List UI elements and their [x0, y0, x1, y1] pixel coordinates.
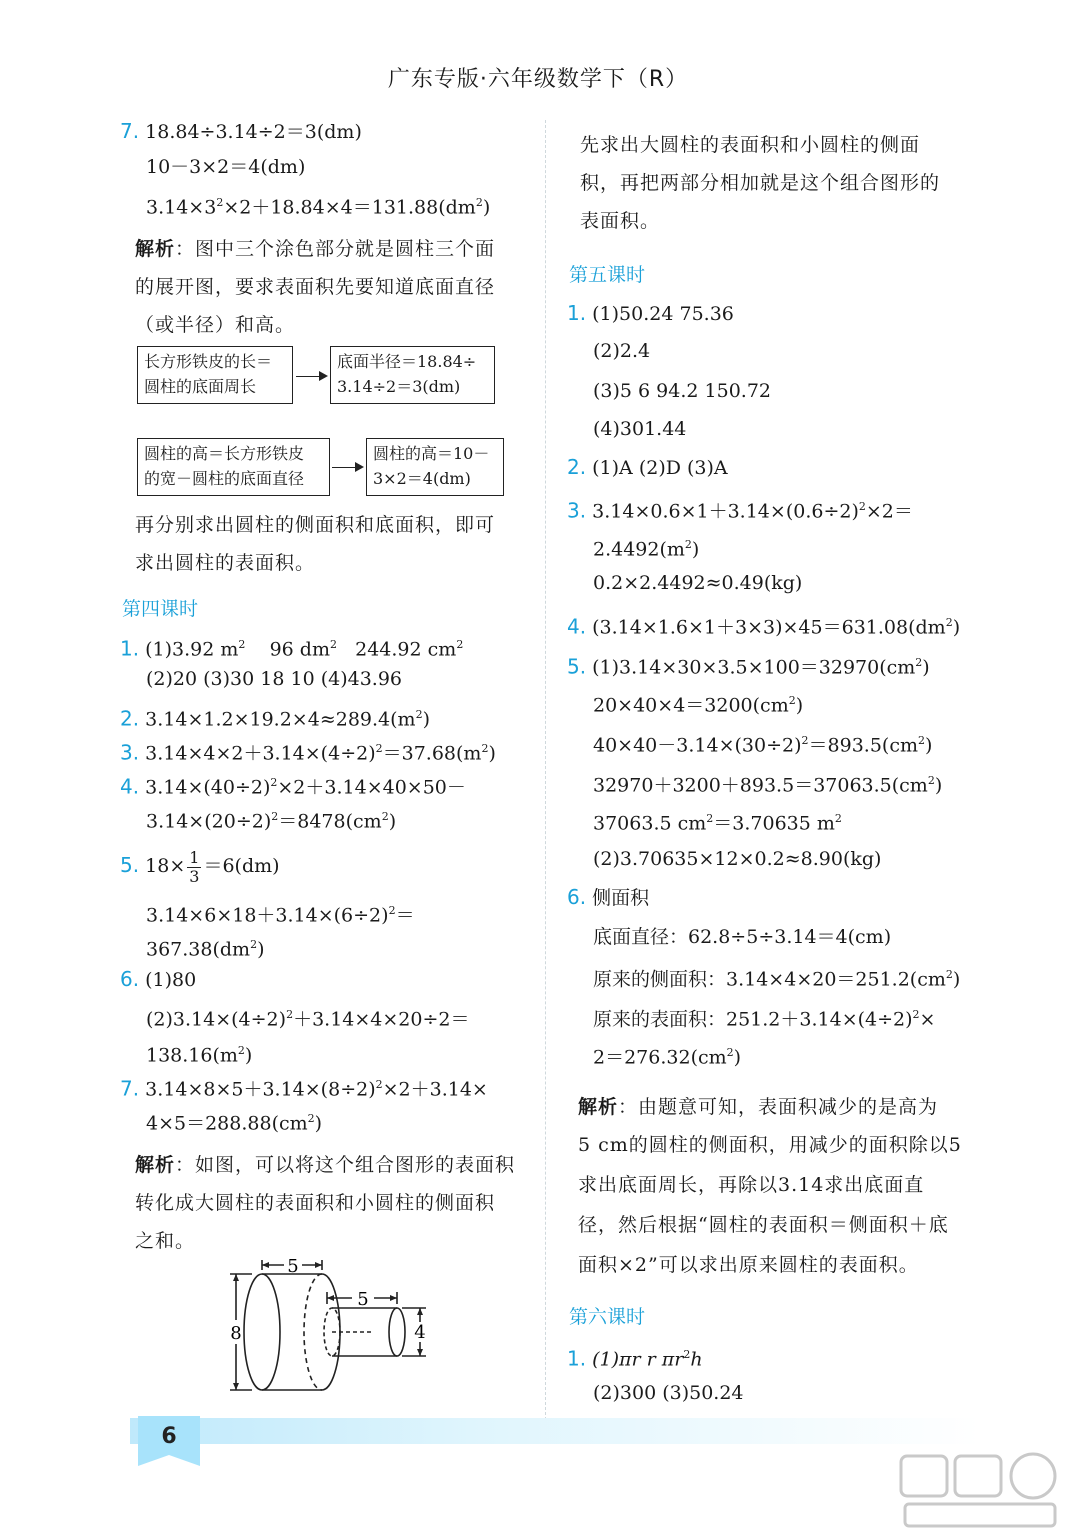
- s4-q6-line3: $138.16(m^2)$: [146, 1044, 253, 1067]
- section-6-title: 第六课时: [569, 1306, 646, 1328]
- s5-q5-line3: $40\times 40-3.14\times(30\div 2)^2=893.5(cm^2)$: [593, 734, 933, 757]
- s5-q6-line1: 6. 侧面积: [567, 885, 650, 909]
- s4-q4-line2: $3.14\times(20\div 2)^2=8478(cm^2)$: [146, 810, 397, 833]
- column-divider: [545, 120, 546, 1420]
- q7-line1: 7. 18.84÷3.14÷2＝3(dm): [120, 119, 362, 143]
- cylinder-figure: [222, 1256, 442, 1396]
- fig-label-8: 8: [230, 1323, 242, 1344]
- flow-box-3-line1: 圆柱的高＝长方形铁皮: [144, 444, 305, 463]
- analysis-3-line2: 5 cm的圆柱的侧面积，用减少的面积除以5: [578, 1134, 962, 1156]
- analysis-1-line4: 再分别求出圆柱的侧面积和底面积，即可: [135, 514, 496, 536]
- s6-q1-line2: (2)300 (3)50.24: [593, 1382, 744, 1404]
- s5-q3-line3: 0.2×2.4492≈0.49(kg): [593, 572, 803, 594]
- s5-q2: 2. (1)A (2)D (3)A: [567, 455, 728, 479]
- analysis-3-line1: 解析：由题意可知，表面积减少的是高为: [578, 1096, 939, 1118]
- s5-q1-line1: 1. (1)50.24 75.36: [567, 301, 734, 325]
- s4-q6-line2: $(2)3.14\times(4\div 2)^2+3.14\times 4\times 20\div 2=$: [146, 1008, 470, 1031]
- analysis-3-line4: 径，然后根据“圆柱的表面积＝侧面积＋底: [578, 1214, 949, 1236]
- watermark-logo: [895, 1450, 1065, 1530]
- fig-label-4: 4: [414, 1322, 426, 1343]
- s4-q5-line3: $367.38(dm^2)$: [146, 938, 265, 961]
- page-header: 广东专版·六年级数学下（R）: [387, 67, 689, 92]
- flow-box-4-line2: 3×2＝4(dm): [373, 469, 471, 488]
- s5-q5-line1: 5. $(1)3.14\times 30\times 3.5\times 100=32970(cm^2)$: [567, 654, 930, 679]
- flow-arrow-1: [296, 376, 326, 377]
- s5-q6-line4: 原来的表面积：$251.2+3.14\times(4\div 2)^2\times$: [593, 1008, 936, 1031]
- flow-box-3: [137, 438, 330, 496]
- analysis-3-line3: 求出底面周长，再除以3.14求出底面直: [578, 1174, 925, 1196]
- q7-line2: 10－3×2＝4(dm): [146, 156, 306, 178]
- analysis-1-line5: 求出圆柱的表面积。: [135, 552, 316, 574]
- analysis-1-line1: 解析：图中三个涂色部分就是圆柱三个面: [135, 238, 496, 260]
- s5-q6-line3: 原来的侧面积：$3.14\times 4\times 20=251.2(cm^2)$: [593, 968, 961, 991]
- s4-q4-line1: 4. $3.14\times(40\div 2)^2\times 2+3.14\times 40\times 50-$: [120, 774, 466, 799]
- flow-box-3-line2: 的宽－圆柱的底面直径: [144, 469, 305, 488]
- s4-q1-line1: 1. (1)3.92 $m^2$ 96 $dm^2$ 244.92 $cm^2$: [120, 636, 464, 661]
- s5-q1-line4: (4)301.44: [593, 418, 687, 440]
- s5-q3-line1: 3. $3.14\times 0.6\times 1+3.14\times(0.6\div 2)^2\times 2=$: [567, 498, 913, 523]
- s4-q7-line2: $4\times 5=288.88(cm^2)$: [146, 1112, 323, 1135]
- flow-box-4-line1: 圆柱的高＝10－: [373, 444, 490, 463]
- s5-q6-line5: $2=276.32(cm^2)$: [593, 1046, 742, 1069]
- s4-q5-line2: $3.14\times 6\times 18+3.14\times(6\div 2)^2=$: [146, 904, 415, 927]
- analysis-2-line3: 之和。: [135, 1230, 196, 1252]
- continued-line1: 先求出大圆柱的表面积和小圆柱的侧面: [580, 134, 921, 156]
- s4-q6-line1: 6. (1)80: [120, 967, 197, 991]
- small-cylinder-right-face: [389, 1308, 405, 1356]
- s5-q5-line4: $32970+3200+893.5=37063.5(cm^2)$: [593, 774, 943, 797]
- s5-q3-line2: $2.4492(m^2)$: [593, 538, 700, 561]
- s5-q4: 4. $(3.14\times 1.6\times 1+3\times 3)\times 45=631.08(dm^2)$: [567, 614, 961, 639]
- continued-line2: 积，再把两部分相加就是这个组合图形的: [580, 172, 941, 194]
- footer-band: [130, 1418, 980, 1444]
- s4-q1-line2: (2)20 (3)30 18 10 (4)43.96: [146, 668, 402, 690]
- fraction-one-third: $\frac{1}{3}$: [189, 847, 200, 886]
- section-4-title: 第四课时: [122, 598, 199, 620]
- s5-q5-line6: (2)3.70635×12×0.2≈8.90(kg): [593, 848, 882, 870]
- s5-q5-line5: 37063.5 $cm^2=3.70635$ $m^2$: [593, 812, 842, 835]
- s4-q3: 3. $3.14\times 4\times 2+3.14\times(4\div 2)^2=37.68(m^2)$: [120, 740, 496, 765]
- flow-box-2: [330, 346, 495, 404]
- flow-box-1-line2: 圆柱的底面周长: [144, 377, 257, 396]
- analysis-2-line1: 解析：如图，可以将这个组合图形的表面积: [135, 1154, 516, 1176]
- s5-q5-line2: $20\times 40\times 4=3200(cm^2)$: [593, 694, 804, 717]
- s4-q7-line1: 7. $3.14\times 8\times 5+3.14\times(8\div 2)^2\times 2+3.14\times$: [120, 1076, 488, 1101]
- big-cylinder-left-face: [244, 1274, 280, 1390]
- s5-q1-line2: (2)2.4: [593, 340, 651, 362]
- big-cylinder-right-arc: [322, 1274, 340, 1390]
- flow-box-2-line1: 底面半径＝18.84÷: [337, 352, 477, 371]
- s4-q2: 2. $3.14\times 1.2\times 19.2\times 4\approx 289.4(m^2)$: [120, 706, 430, 731]
- fig-label-5-small: 5: [357, 1289, 369, 1310]
- flow-arrow-2: [332, 467, 362, 468]
- analysis-3-line5: 面积×2”可以求出原来圆柱的表面积。: [578, 1254, 919, 1276]
- analysis-1-line2: 的展开图，要求表面积先要知道底面直径: [135, 276, 496, 298]
- s5-q6-line2: 底面直径：62.8÷5÷3.14＝4(cm): [593, 926, 892, 948]
- q7-line3: $3.14\times 3^2\times 2+18.84\times 4=131.88(dm^2)$: [146, 196, 491, 219]
- s4-q5-line1: 5. 18× $\frac{1}{3}$ ＝6(dm): [120, 847, 280, 886]
- analysis-2-line2: 转化成大圆柱的表面积和小圆柱的侧面积: [135, 1192, 496, 1214]
- flow-box-1-line1: 长方形铁皮的长＝: [144, 352, 273, 371]
- page-number: 6: [161, 1424, 177, 1449]
- flow-box-1: [137, 346, 293, 404]
- flow-box-4: [366, 438, 504, 496]
- s5-q1-line3: (3)5 6 94.2 150.72: [593, 380, 771, 402]
- continued-line3: 表面积。: [580, 210, 661, 232]
- fig-label-5-big: 5: [287, 1256, 299, 1277]
- analysis-1-line3: （或半径）和高。: [135, 314, 296, 336]
- section-5-title: 第五课时: [569, 264, 646, 286]
- s6-q1-line1: 1. (1)πr r $\pi r^2h$: [567, 1346, 703, 1371]
- flow-box-2-line2: 3.14÷2＝3(dm): [337, 377, 461, 396]
